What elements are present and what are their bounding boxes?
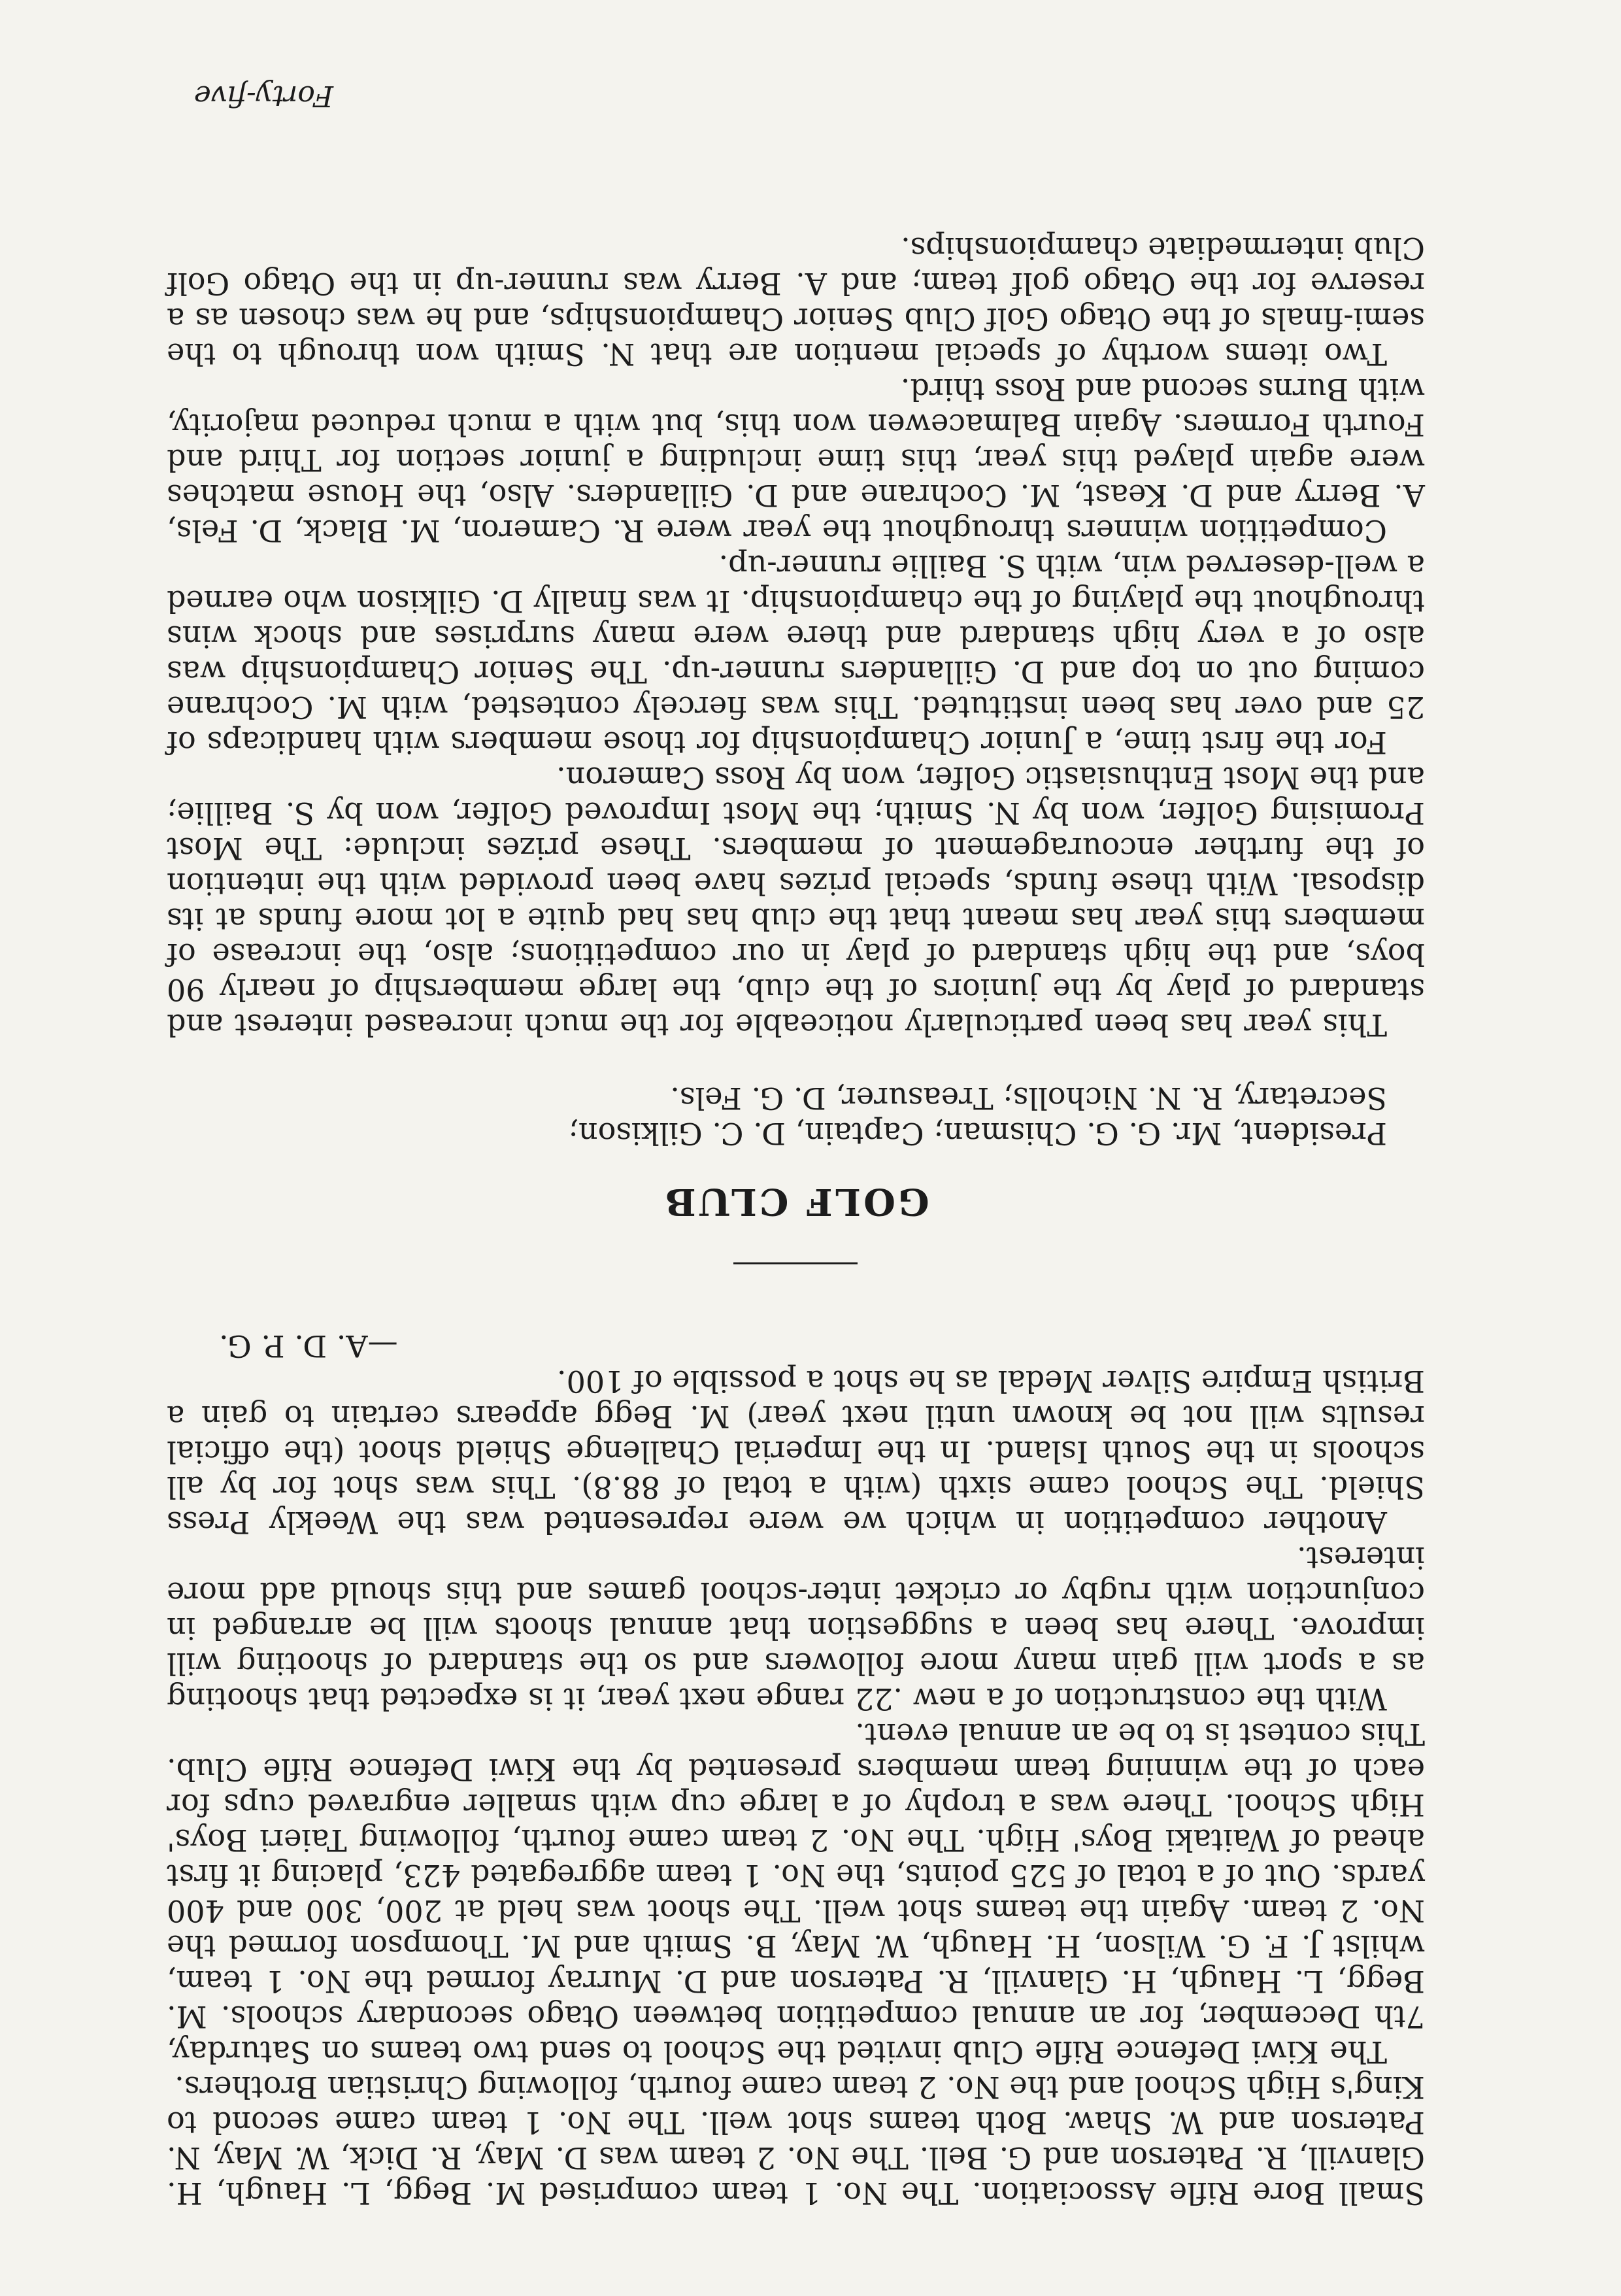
- golf-officers-line-2: Secretary, R. N. Nicholls; Treasurer, D. G. Fels.: [670, 1081, 1387, 1116]
- section-divider: [734, 1262, 858, 1264]
- golf-club-heading: GOLF CLUB: [662, 1180, 929, 1223]
- golf-paragraph-1: This year has been particularly noticeable for the much increased interest and standard of play by the juniors of the club, the large membership of nearly 90 boys, and the high standard of play in our competitions; also, the increase of members this year has meant that the club has had quite a lot more funds at its disposal. With these funds, special prizes have been provided with the intention of the further encouragement of members. These prizes include: The Most Promising Golfer, won by N. Smith; the Most Improved Golfer, won by S. Baillie; and the Most Enthusiastic Golfer, won by Ross Cameron.: [167, 760, 1425, 1043]
- rifle-paragraph-1: Small Bore Rifle Association. The No. 1 team comprised M. Begg, L. Haugh, H. Glanvill, R. Paterson and G. Bell. The No. 2 team was D. May, R. Dick, W. May, N. Paterson and W. Shaw. Both teams shot well. The No. 1 team came second to King's High School and the No. 2 team came fourth, following Christian Brothers.: [167, 2070, 1425, 2211]
- rifle-paragraph-3: With the construction of a new .22 range next year, it is expected that shooting as a sport will gain many more followers and so the standard of shooting will improve. There has been a suggestion that annual shoots will be arranged in conjunction with rugby or cricket inter-school games and this should add more interest.: [167, 1540, 1425, 1717]
- golf-paragraph-4: Two items worthy of special mention are that N. Smith won through to the semi-finals of the Otago Golf Club Senior Championships, and he was chosen as a reserve for the Otago golf team; and A. Berry was runner-up in the Otago Golf Club intermediate championships.: [167, 231, 1425, 372]
- golf-paragraph-2: For the first time, a Junior Championship for those members with handicaps of 25 and over has been instituted. This was fiercely contested, with M. Cochrane coming out on top and D. Gillanders runner-up. The Senior Championship was also of a very high standard and there were many surprises and shock wins throughout the playing of the championship. It was finally D. Gilkison who earned a well-deserved win, with S. Baillie runner-up.: [167, 549, 1425, 760]
- golf-paragraph-3: Competition winners throughout the year were R. Cameron, M. Black, D. Fels, A. Berry and D. Keast, M. Cochrane and D. Gillanders. Also, the House matches were again played this year, this time including a junior section for Third and Fourth Formers. Again Balmacewen won this, but with a much reduced majority, with Burns second and Ross third.: [167, 372, 1425, 549]
- rifle-paragraph-4: Another competition in which we were represented was the Weekly Press Shield. The School came sixth (with a total of 88.8). This was shot for by all schools in the South Island. In the Imperial Challenge Shield shoot (the official results will not be known until next year) M. Begg appears certain to gain a British Empire Silver Medal as he shot a possible of 100.: [167, 1364, 1425, 1540]
- golf-officers: [167, 1081, 1425, 1151]
- rifle-paragraph-2: The Kiwi Defence Rifle Club invited the School to send two teams on Saturday, 7th December, for an annual competition between Otago secondary schools. M. Begg, L. Haugh, H. Glanvill, R. Paterson and D. Murray formed the No. 1 team, whilst J. F. G. Wilson, H. Haugh, W. May, B. Smith and M. Thompson formed the No. 2 team. Again the teams shot well. The shoot was held at 200, 300 and 400 yards. Out of a total of 525 points, the No. 1 team aggregated 423, placing it first ahead of Waitaki Boys' High. The No. 2 team came fourth, following Taieri Boys' High School. There was a trophy of a large cup with smaller engraved cups for each of the winning team members presented by the Kiwi Defence Rifle Club. This contest is to be an annual event.: [167, 1717, 1425, 2070]
- page-number: Forty-five: [193, 79, 333, 112]
- golf-officers-line-1: President, Mr. G. G. Chisman; Captain, D. C. Gilkison;: [568, 1116, 1387, 1151]
- rifle-signature: —A. D. P. G.: [219, 1328, 398, 1364]
- article-body: [167, 231, 1425, 2211]
